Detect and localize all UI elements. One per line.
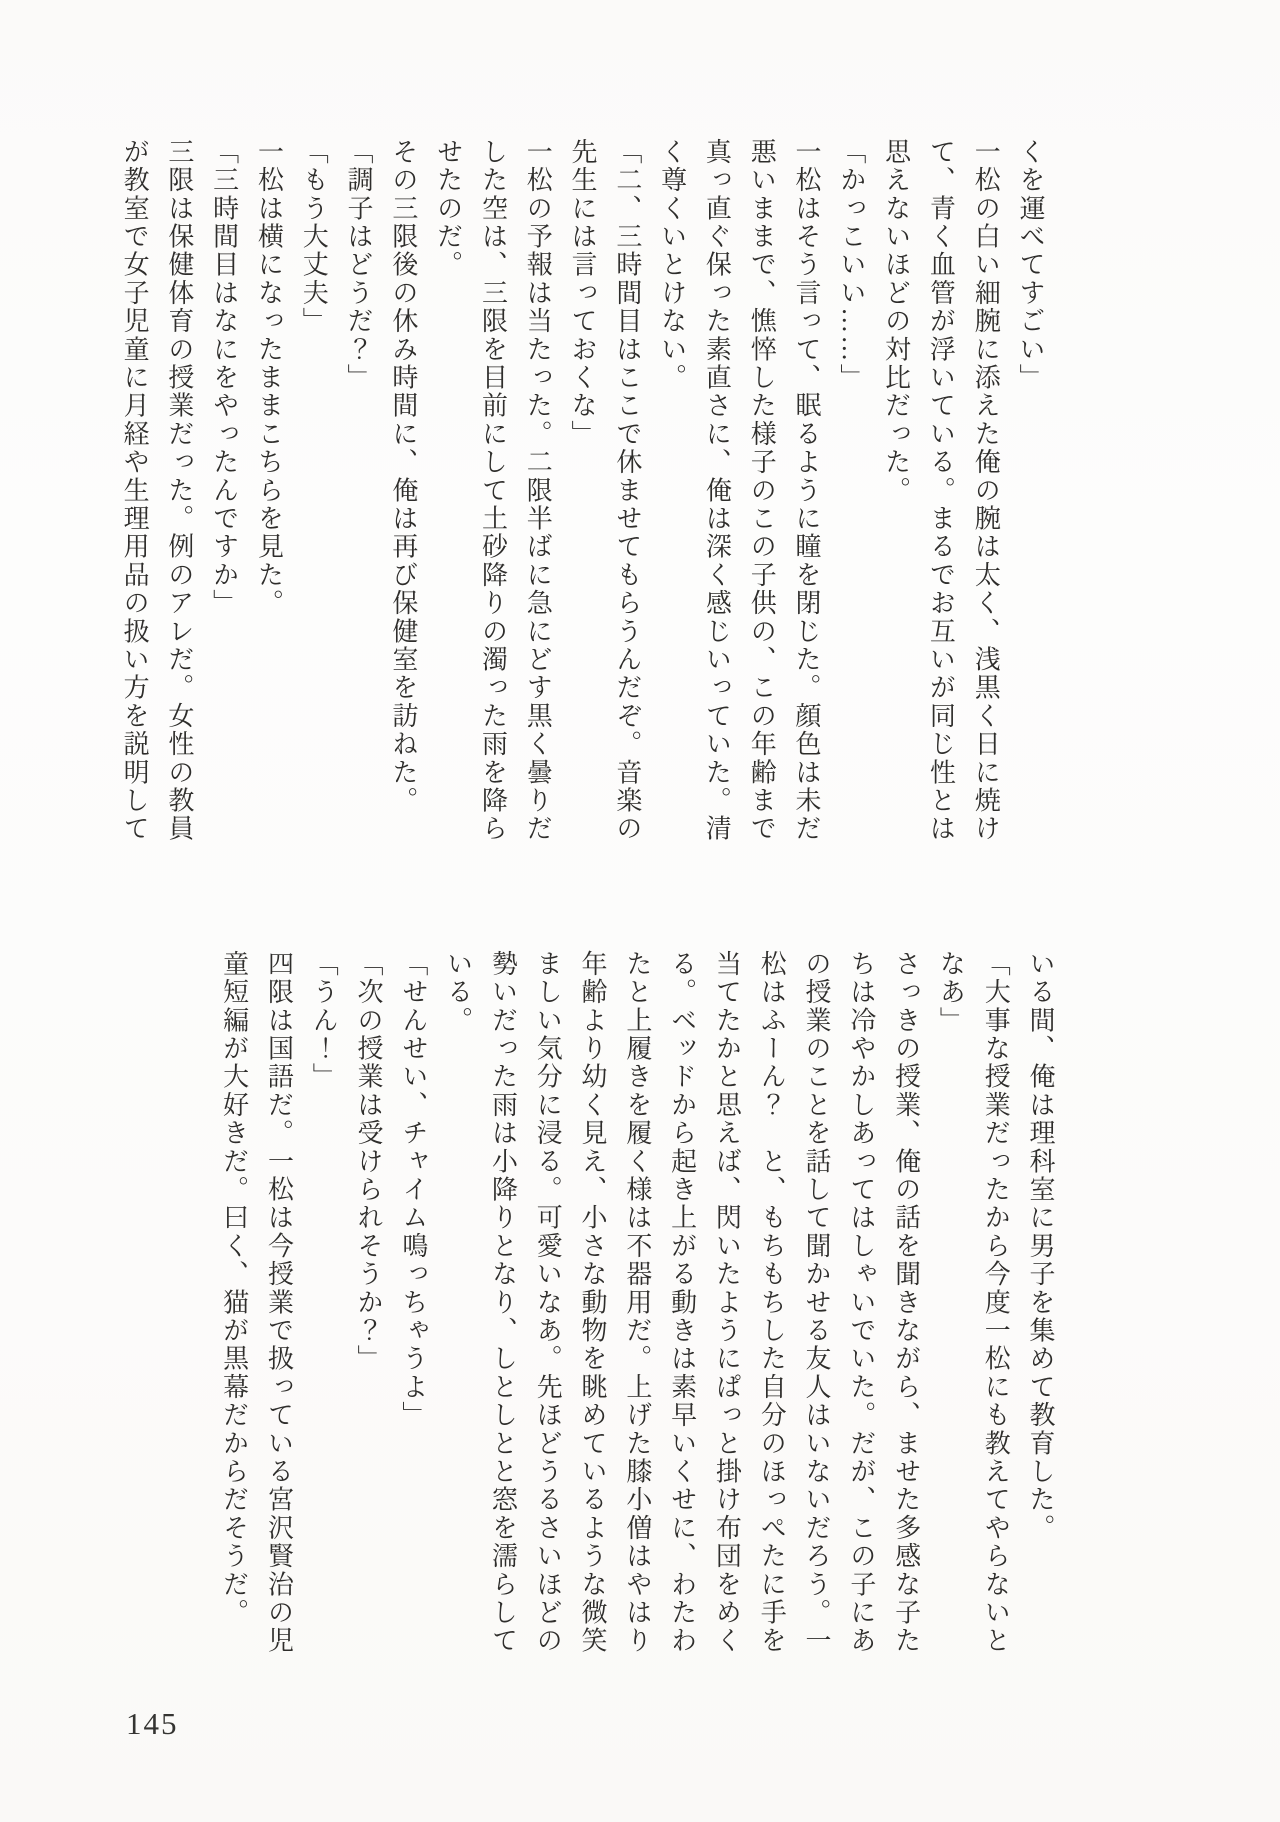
text-column: 年齢より幼く見え、小さな動物を眺めているような微笑	[578, 950, 608, 1655]
text-column: 一松は横になったままこちらを見た。	[254, 138, 284, 618]
text-column: の授業のことを話して聞かせる友人はいないだろう。一	[802, 950, 832, 1655]
text-column: 勢いだった雨は小降りとなり、しとしとと窓を濡らして	[488, 950, 518, 1655]
text-column: て、青く血管が浮いている。まるでお互いが同じ性とは	[926, 138, 956, 843]
text-column: くを運べてすごい」	[1016, 138, 1045, 392]
text-column: 一松の予報は当たった。二限半ばに急にどす黒く曇りだ	[523, 138, 553, 843]
text-column: 「かっこいい……」	[836, 138, 866, 392]
text-column: いる。	[443, 950, 473, 1035]
text-column: る。ベッドから起き上がる動きは素早いくせに、わたわ	[667, 950, 697, 1655]
text-block-bottom	[211, 950, 1062, 1662]
text-column: 松はふーん？ と、もちもちした自分のほっぺたに手を	[757, 950, 787, 1655]
text-column: せたのだ。	[433, 138, 463, 279]
text-column: 「調子はどうだ？」	[344, 138, 374, 392]
text-column: 当てたかと思えば、閃いたようにぱっと掛け布団をめく	[712, 950, 742, 1655]
text-column: 先生には言っておくな」	[568, 138, 598, 449]
text-column: たと上履きを履く様は不器用だ。上げた膝小僧はやはり	[622, 950, 652, 1655]
text-column: なあ」	[936, 950, 966, 1035]
text-column: 「二、三時間目はここで休ませてもらうんだぞ。音楽の	[612, 138, 642, 843]
text-column: く尊くいとけない。	[657, 138, 687, 392]
text-column: 悪いままで、憔悴した様子のこの子供の、この年齢まで	[747, 138, 777, 843]
text-column: 三限は保健体育の授業だった。例のアレだ。女性の教員	[164, 138, 194, 843]
text-column: 思えないほどの対比だった。	[881, 138, 911, 505]
text-column: した空は、三限を目前にして土砂降りの濁った雨を降ら	[478, 138, 508, 843]
text-column: 一松はそう言って、眠るように瞳を閉じた。顔色は未だ	[792, 138, 822, 843]
text-column: 一松の白い細腕に添えた俺の腕は太く、浅黒く日に焼け	[971, 138, 1001, 844]
text-column: その三限後の休み時間に、俺は再び保健室を訪ねた。	[388, 138, 418, 815]
text-column: いる間、俺は理科室に男子を集めて教育した。	[1026, 950, 1055, 1543]
text-column: ちは冷やかしあってはしゃいでいた。だが、この子にあ	[846, 950, 876, 1655]
text-column: が教室で女子児童に月経や生理用品の扱い方を説明して	[120, 138, 150, 843]
text-column: ましい気分に浸る。可愛いなあ。先ほどうるさいほどの	[533, 950, 563, 1655]
text-column: 真っ直ぐ保った素直さに、俺は深く感じいっていた。清	[702, 138, 732, 843]
page-number: 145	[126, 1706, 179, 1741]
text-column: 「うん！」	[309, 950, 339, 1091]
text-column: 「もう大丈夫」	[299, 138, 329, 336]
text-block-top	[111, 138, 1052, 850]
text-column: さっきの授業、俺の話を聞きながら、ませた多感な子た	[891, 950, 921, 1655]
text-column: 「大事な授業だったから今度一松にも教えてやらないと	[981, 950, 1011, 1655]
text-column: 童短編が大好きだ。曰く、猫が黒幕だからだそうだ。	[219, 950, 249, 1627]
text-column: 「三時間目はなにをやったんですか」	[209, 138, 239, 618]
text-column: 四限は国語だ。一松は今授業で扱っている宮沢賢治の児	[264, 950, 294, 1655]
text-column: 「せんせい、チャイム鳴っちゃうよ」	[398, 950, 428, 1430]
text-column: 「次の授業は受けられそうか？」	[354, 950, 384, 1373]
